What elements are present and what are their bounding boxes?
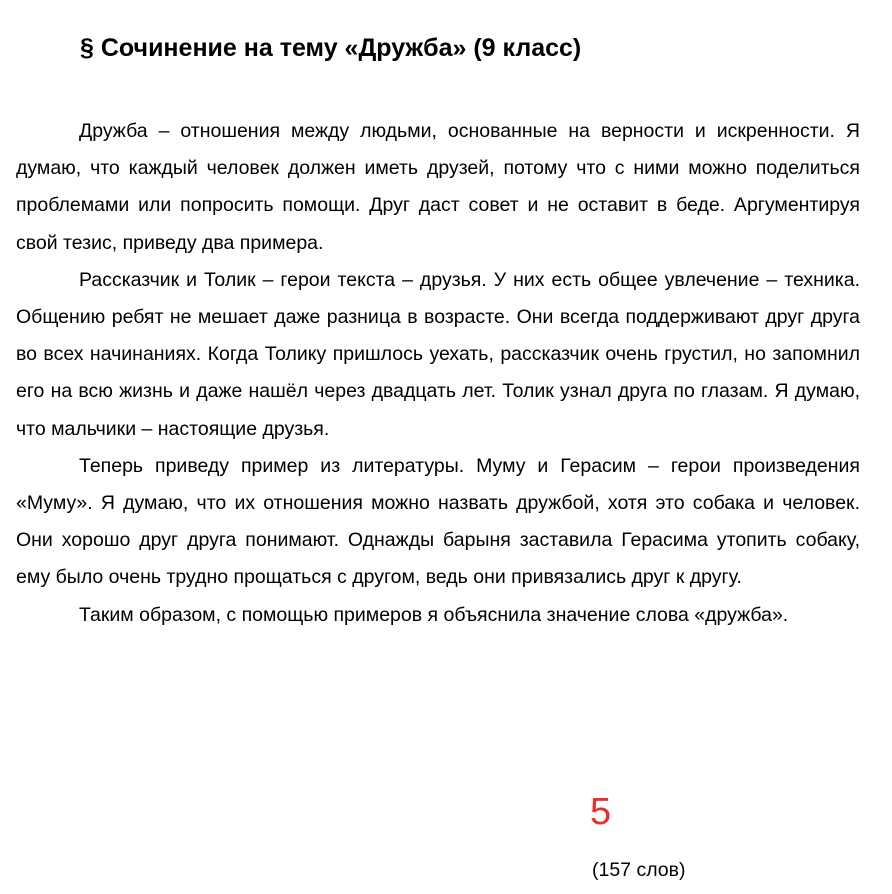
essay-body xyxy=(16,113,860,634)
essay-paragraph-4: Таким образом, с помощью примеров я объяснила значение слова «дружба». xyxy=(79,603,789,626)
essay-paragraph-2: Рассказчик и Толик – герои текста – друзья. У них есть общее увлечение – техника. Общению ребят не мешает даже разница в возрасте. Они всегда поддерживают друг друга во всех начинаниях. Когда Толику пришлось уехать, рассказчик очень грустил, но запомнил его на всю жизнь и даже нашёл через двадцать лет. Толик узнал друга по глазам. Я думаю, что мальчики – настоящие друзья. xyxy=(16,268,860,440)
grade-mark: 5 xyxy=(590,791,612,833)
essay-title: § Сочинение на тему «Дружба» (9 класс) xyxy=(80,34,582,62)
essay-paragraph-1: Дружба – отношения между людьми, основанные на верности и искренности. Я думаю, что каждый человек должен иметь друзей, потому что с ними можно поделиться проблемами или попросить помощи. Друг даст совет и не оставит в беде. Аргументируя свой тезис, приведу два примера. xyxy=(16,120,860,254)
word-count: (157 слов) xyxy=(592,859,686,881)
essay-paragraph-3: Теперь приведу пример из литературы. Муму и Герасим – герои произведения «Муму». Я думаю, что их отношения можно назвать дружбой, хотя это собака и человек. Они хорошо друг друга понимают. Однажды барыня заставила Герасима утопить собаку, ему было очень трудно прощаться с другом, ведь они привязались друг к другу. xyxy=(16,454,860,589)
